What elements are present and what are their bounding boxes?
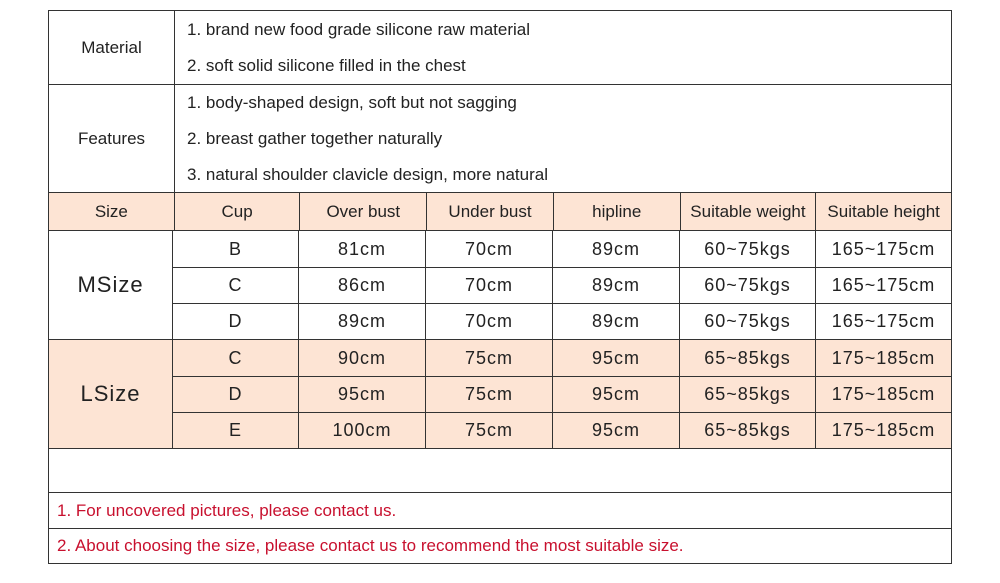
cup-cell: C	[173, 340, 299, 376]
header-over-bust: Over bust	[300, 193, 427, 230]
under-bust-cell: 75cm	[426, 377, 553, 412]
over-bust-cell: 95cm	[299, 377, 426, 412]
under-bust-cell: 75cm	[426, 340, 553, 376]
msize-group	[48, 230, 952, 339]
cup-cell: C	[173, 268, 299, 303]
table-row	[173, 231, 951, 267]
over-bust-cell: 81cm	[299, 231, 426, 267]
table-row	[173, 412, 951, 448]
hipline-cell: 95cm	[553, 377, 680, 412]
under-bust-cell: 75cm	[426, 413, 553, 448]
hipline-cell: 89cm	[553, 231, 680, 267]
material-line: 2. soft solid silicone filled in the chest	[187, 55, 466, 75]
over-bust-cell: 86cm	[299, 268, 426, 303]
cup-cell: E	[173, 413, 299, 448]
header-hipline: hipline	[554, 193, 681, 230]
header-suitable-weight: Suitable weight	[681, 193, 817, 230]
hipline-cell: 95cm	[553, 340, 680, 376]
over-bust-cell: 100cm	[299, 413, 426, 448]
table-row	[173, 376, 951, 412]
feature-line: 3. natural shoulder clavicle design, more natural	[187, 164, 548, 184]
material-line: 1. brand new food grade silicone raw material	[187, 19, 531, 39]
feature-line: 2. breast gather together naturally	[187, 128, 443, 148]
lsize-group	[48, 339, 952, 448]
features-row	[48, 84, 952, 192]
note-size-advice: 2. About choosing the size, please contact us to recommend the most suitable size.	[48, 528, 952, 564]
table-row	[173, 303, 951, 339]
hipline-cell: 95cm	[553, 413, 680, 448]
weight-cell: 60~75kgs	[680, 304, 816, 339]
hipline-cell: 89cm	[553, 304, 680, 339]
cup-cell: D	[173, 377, 299, 412]
under-bust-cell: 70cm	[426, 231, 553, 267]
weight-cell: 60~75kgs	[680, 231, 816, 267]
height-cell: 165~175cm	[831, 311, 936, 331]
blank-row	[48, 448, 952, 492]
height-cell: 175~185cm	[831, 420, 936, 440]
lsize-label: LSize	[49, 340, 173, 448]
material-label: Material	[49, 11, 175, 84]
weight-cell: 65~85kgs	[680, 377, 816, 412]
features-lines	[175, 85, 951, 192]
height-cell: 165~175cm	[831, 238, 936, 259]
over-bust-cell: 90cm	[299, 340, 426, 376]
header-size: Size	[49, 193, 175, 230]
height-cell: 175~185cm	[831, 384, 936, 404]
height-cell: 175~185cm	[831, 347, 936, 368]
msize-label: MSize	[49, 231, 173, 339]
height-cell: 165~175cm	[831, 275, 936, 295]
cup-cell: B	[173, 231, 299, 267]
material-row	[48, 10, 952, 84]
table-row	[173, 340, 951, 376]
weight-cell: 65~85kgs	[680, 413, 816, 448]
header-suitable-height: Suitable height	[827, 201, 940, 221]
table-row	[173, 267, 951, 303]
feature-line: 1. body-shaped design, soft but not sagging	[187, 92, 517, 112]
header-row	[48, 192, 952, 230]
weight-cell: 65~85kgs	[680, 340, 816, 376]
note-uncovered-pictures: 1. For uncovered pictures, please contact us.	[48, 492, 952, 528]
under-bust-cell: 70cm	[426, 304, 553, 339]
material-lines	[175, 11, 951, 84]
header-cup: Cup	[175, 193, 301, 230]
features-label: Features	[49, 85, 175, 192]
header-under-bust: Under bust	[427, 193, 554, 230]
over-bust-cell: 89cm	[299, 304, 426, 339]
hipline-cell: 89cm	[553, 268, 680, 303]
cup-cell: D	[173, 304, 299, 339]
under-bust-cell: 70cm	[426, 268, 553, 303]
size-chart-table	[48, 10, 952, 564]
weight-cell: 60~75kgs	[680, 268, 816, 303]
